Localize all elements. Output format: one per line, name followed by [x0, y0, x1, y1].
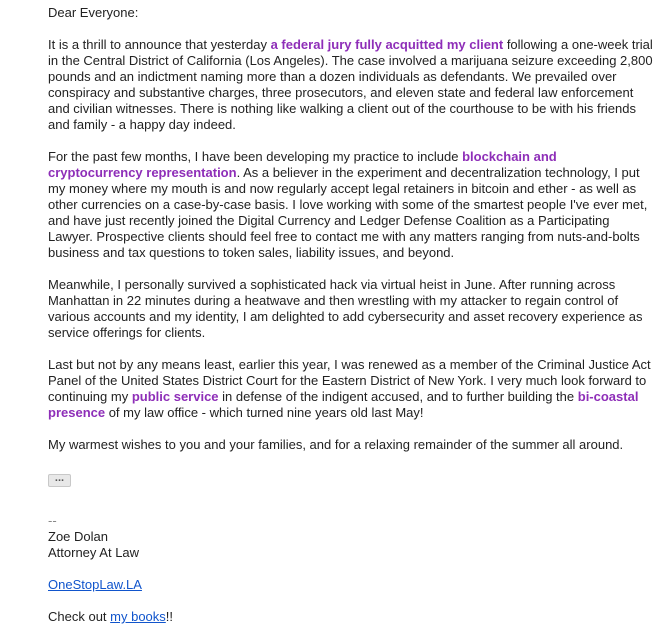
- signature-separator: --: [48, 513, 57, 528]
- paragraph-text: in defense of the indigent accused, and to further building the: [218, 389, 578, 404]
- books-link[interactable]: my books: [110, 609, 166, 624]
- paragraph-text: It is a thrill to announce that yesterday: [48, 37, 271, 52]
- paragraph-hack: Meanwhile, I personally survived a sophisticated hack via virtual heist in June. After running across Manhattan in 22 minutes during a heatwave and then wrestling with my attacker to regain control of various accounts and my identity, I am delighted to add cybersecurity and asset recovery experience as service offerings for clients.: [48, 277, 643, 340]
- paragraph-text: For the past few months, I have been developing my practice to include: [48, 149, 463, 164]
- books-suffix: !!: [165, 609, 174, 624]
- paragraph-blockchain: [48, 149, 654, 261]
- signature-name: Zoe Dolan: [48, 529, 108, 544]
- paragraph-cja-panel: [48, 357, 654, 421]
- email-greeting: Dear Everyone:: [48, 5, 139, 20]
- highlight-bi-coastal: bi-coastal presence: [48, 389, 639, 420]
- show-trimmed-content-button[interactable]: ...: [48, 474, 71, 487]
- highlight-acquittal: a federal jury fully acquitted my client: [270, 37, 504, 52]
- paragraph-text: of my law office - which turned nine years old last May!: [105, 405, 424, 420]
- paragraph-text: Last but not by any means least, earlier this year, I was renewed as a member of the Criminal Justice Act Panel of the United States District Court for the Eastern District of New York. I very much look forward to continuing my: [48, 357, 651, 404]
- highlight-blockchain: blockchain and cryptocurrency representation: [48, 149, 557, 180]
- paragraph-acquittal: [48, 37, 654, 133]
- paragraph-closing: My warmest wishes to you and your families, and for a relaxing remainder of the summer all around.: [48, 437, 624, 452]
- paragraph-text: following a one-week trial in the Central District of California (Los Angeles). The case involved a marijuana seizure exceeding 2,800 pounds and an indictment naming more than a dozen individuals as defendants. We prevailed over conspiracy and substantive charges, three prosecutors, and eleven state and federal law enforcement and civilian witnesses. There is nothing like walking a client out of the courthouse to be with his friends and family - a happy day indeed.: [48, 37, 653, 132]
- highlight-public-service: public service: [131, 389, 219, 404]
- website-link[interactable]: OneStopLaw.LA: [48, 577, 142, 592]
- signature-title: Attorney At Law: [48, 545, 140, 560]
- books-line: [48, 609, 654, 625]
- books-prefix: Check out: [48, 609, 111, 624]
- paragraph-text: . As a believer in the experiment and decentralization technology, I put my money where my mouth is and now regularly accept legal retainers in bitcoin and ether - as well as other currencies on a case-by-case basis. I love working with some of the smartest people I've ever met, and have just recently joined the Digital Currency and Ledger Defense Coalition as a Participating Lawyer. Prospective clients should feel free to contact me with any matters ranging from nuts-and-bolts business and tax questions to token sales, liability issues, and beyond.: [48, 165, 648, 260]
- signature-block: [48, 513, 654, 625]
